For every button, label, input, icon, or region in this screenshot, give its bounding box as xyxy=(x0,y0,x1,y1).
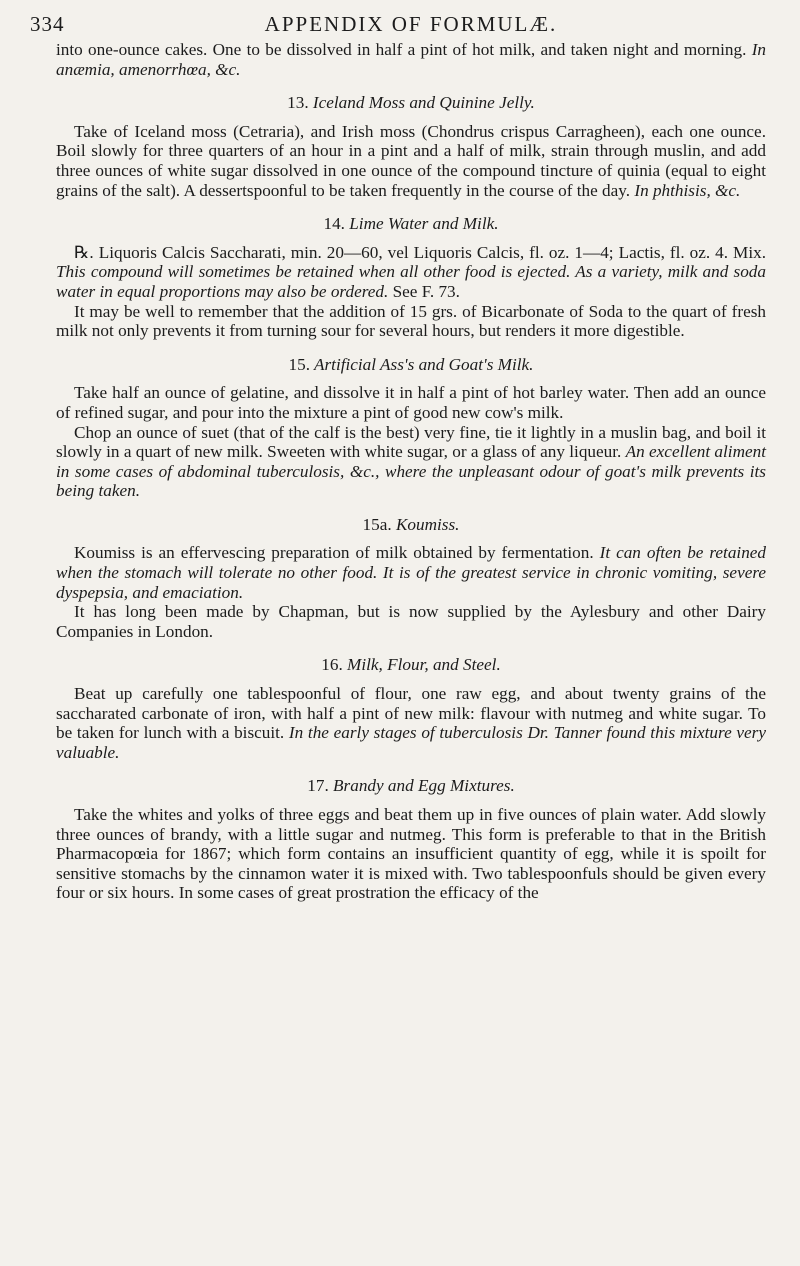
section-13-paragraph: Take of Iceland moss (Cetraria), and Irish moss (Chondrus crispus Carragheen), each one ounce. Boil slowly for three quarters of an hour in a pint and a half of milk, strain through muslin, and add three ounces of white sugar dissolved in one ounce of the compound tincture of quinia (equal to eight grains of the salt). A dessertspoonful to be taken frequently in the course of the day. In phthisis, &c. xyxy=(56,121,766,200)
section-16-paragraph: Beat up carefully one tablespoonful of flour, one raw egg, and about twenty grains of the saccharated carbonate of iron, with half a pint of new milk: flavour with nutmeg and white sugar. To be taken for lunch with a biscuit. In the early stages of tuberculosis Dr. Tanner found this mixture very valuable. xyxy=(56,684,766,762)
section-13-title: 13. Iceland Moss and Quinine Jelly. xyxy=(287,93,535,113)
page-body xyxy=(56,40,766,903)
running-head: APPENDIX OF FORMULÆ. xyxy=(264,12,558,36)
section-15-title: 15. Artificial Ass's and Goat's Milk. xyxy=(288,354,534,374)
section-15a-paragraph-2: It has long been made by Chapman, but is now supplied by the Aylesbury and other Dairy Companies in London. xyxy=(56,602,766,641)
section-14-title: 14. Lime Water and Milk. xyxy=(323,214,499,234)
page-number: 334 xyxy=(30,12,65,36)
intro-paragraph xyxy=(56,40,766,79)
page-header xyxy=(30,8,766,40)
section-16-title: 16. Milk, Flour, and Steel. xyxy=(321,655,501,675)
section-14-paragraph-1: ℞. Liquoris Calcis Saccharati, min. 20—60, vel Liquoris Calcis, fl. oz. 1—4; Lactis, fl. oz. 4. Mix. This compound will sometimes be retained when all other food is ejected. As a variety, milk and soda water in equal proportions may also be ordered. See F. 73. xyxy=(56,242,766,301)
section-15-paragraph-1: Take half an ounce of gelatine, and dissolve it in half a pint of hot barley water. Then add an ounce of refined sugar, and pour into the mixture a pint of good new cow's milk. xyxy=(56,383,766,422)
section-17-title: 17. Brandy and Egg Mixtures. xyxy=(307,776,515,796)
section-14-paragraph-2: It may be well to remember that the addition of 15 grs. of Bicarbonate of Soda to the quart of fresh milk not only prevents it from turning sour for several hours, but renders it more digestible. xyxy=(56,301,766,341)
section-15a-paragraph-1: Koumiss is an effervescing preparation of milk obtained by fermentation. It can often be retained when the stomach will tolerate no other food. It is of the greatest service in chronic vomiting, severe dyspepsia, and emaciation. xyxy=(56,543,767,602)
section-17-paragraph: Take the whites and yolks of three eggs and beat them up in five ounces of plain water. Add slowly three ounces of brandy, with a little sugar and nutmeg. This form is preferable to that in the British Pharmacopœia for 1867; which form contains an insufficient quantity of egg, while it is spoilt for sensitive stomachs by the cinnamon water it is mixed with. Two tablespoonfuls should be given every four or six hours. In some cases of great prostration the efficacy of the xyxy=(56,805,766,903)
intro-indication: In anæmia, amenorrhœa, &c. xyxy=(56,40,767,79)
section-15a-title: 15a. Koumiss. xyxy=(362,514,460,534)
intro-text: into one-ounce cakes. One to be dissolved in half a pint of hot milk, and taken night and morning. xyxy=(56,40,747,59)
section-15-paragraph-2: Chop an ounce of suet (that of the calf is the best) very fine, tie it lightly in a muslin bag, and boil it slowly in a quart of new milk. Sweeten with white sugar, or a glass of any liqueur. An excellent aliment in some cases of abdominal tuberculosis, &c., where the unpleasant odour of goat's milk prevents its being taken. xyxy=(56,422,766,501)
